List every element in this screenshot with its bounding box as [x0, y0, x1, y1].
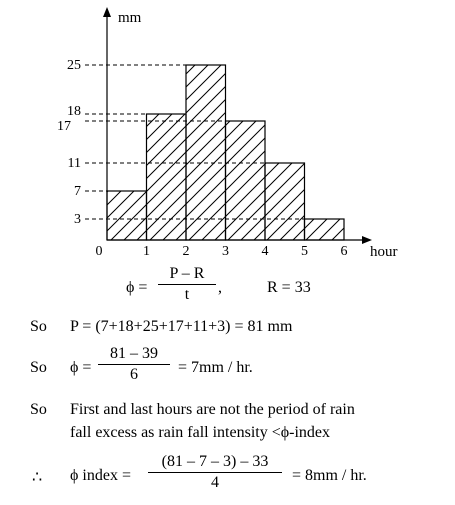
phi-denominator: t: [184, 286, 190, 303]
x-axis-arrow: [362, 236, 372, 244]
x-tick-label-6: 6: [340, 244, 348, 259]
line3-fraction: [98, 345, 170, 384]
bar-hour-1: [107, 191, 147, 240]
y-tick-label-11: 11: [67, 156, 81, 171]
y-tick-labels-group: [57, 58, 81, 227]
x-tick-label-5: 5: [301, 244, 308, 259]
bars-group: [107, 65, 344, 240]
line3-numerator: 81 – 39: [98, 345, 170, 365]
line3-rhs: = 7mm / hr.: [178, 359, 253, 376]
x-tick-label-2: 2: [182, 244, 190, 259]
x-tick-label-3: 3: [222, 244, 229, 259]
bar-hour-4: [226, 121, 266, 240]
line3-lhs: ϕ =: [70, 359, 92, 376]
phi-numerator: P – R: [158, 265, 216, 285]
line2-equation: P = (7+18+25+17+11+3) = 81 mm: [70, 318, 293, 335]
line5-denominator: 4: [211, 474, 219, 491]
line4-text-b: fall excess as rain fall intensity <ϕ-index: [70, 424, 331, 441]
line4-so: So: [30, 401, 47, 418]
line5-fraction: [148, 453, 282, 492]
bar-hour-5: [265, 163, 305, 240]
bar-hour-6: [305, 219, 345, 240]
y-tick-label-17: 17: [57, 119, 71, 134]
line5-rhs: = 8mm / hr.: [292, 467, 367, 484]
y-axis-label: mm: [118, 10, 142, 26]
line3-denominator: 6: [130, 366, 138, 383]
line5-numerator: (81 – 7 – 3) – 33: [148, 453, 282, 473]
y-axis-arrow: [103, 7, 111, 17]
line2-so: So: [30, 318, 47, 335]
bar-hour-3: [186, 65, 226, 240]
bar-hour-2: [147, 114, 187, 240]
y-tick-label-25: 25: [67, 58, 81, 73]
x-axis-label: hour: [370, 244, 398, 260]
line4-text-a: First and last hours are not the period of rain: [70, 401, 355, 418]
r-value: R = 33: [267, 279, 311, 296]
phi-comma: ,: [218, 279, 222, 296]
y-tick-label-7: 7: [74, 184, 81, 199]
y-tick-label-3: 3: [74, 212, 81, 227]
phi-fraction: [158, 265, 216, 304]
y-tick-label-18: 18: [67, 104, 81, 119]
line5-therefore: ∴: [32, 469, 43, 486]
x-tick-labels-group: [96, 244, 348, 259]
line3-so: So: [30, 359, 47, 376]
x-tick-label-1: 1: [143, 244, 150, 259]
line5-lhs: ϕ index =: [70, 467, 131, 484]
x-tick-label-0: 0: [95, 244, 103, 259]
x-tick-label-4: 4: [261, 244, 269, 259]
phi-lhs: ϕ =: [126, 279, 148, 296]
